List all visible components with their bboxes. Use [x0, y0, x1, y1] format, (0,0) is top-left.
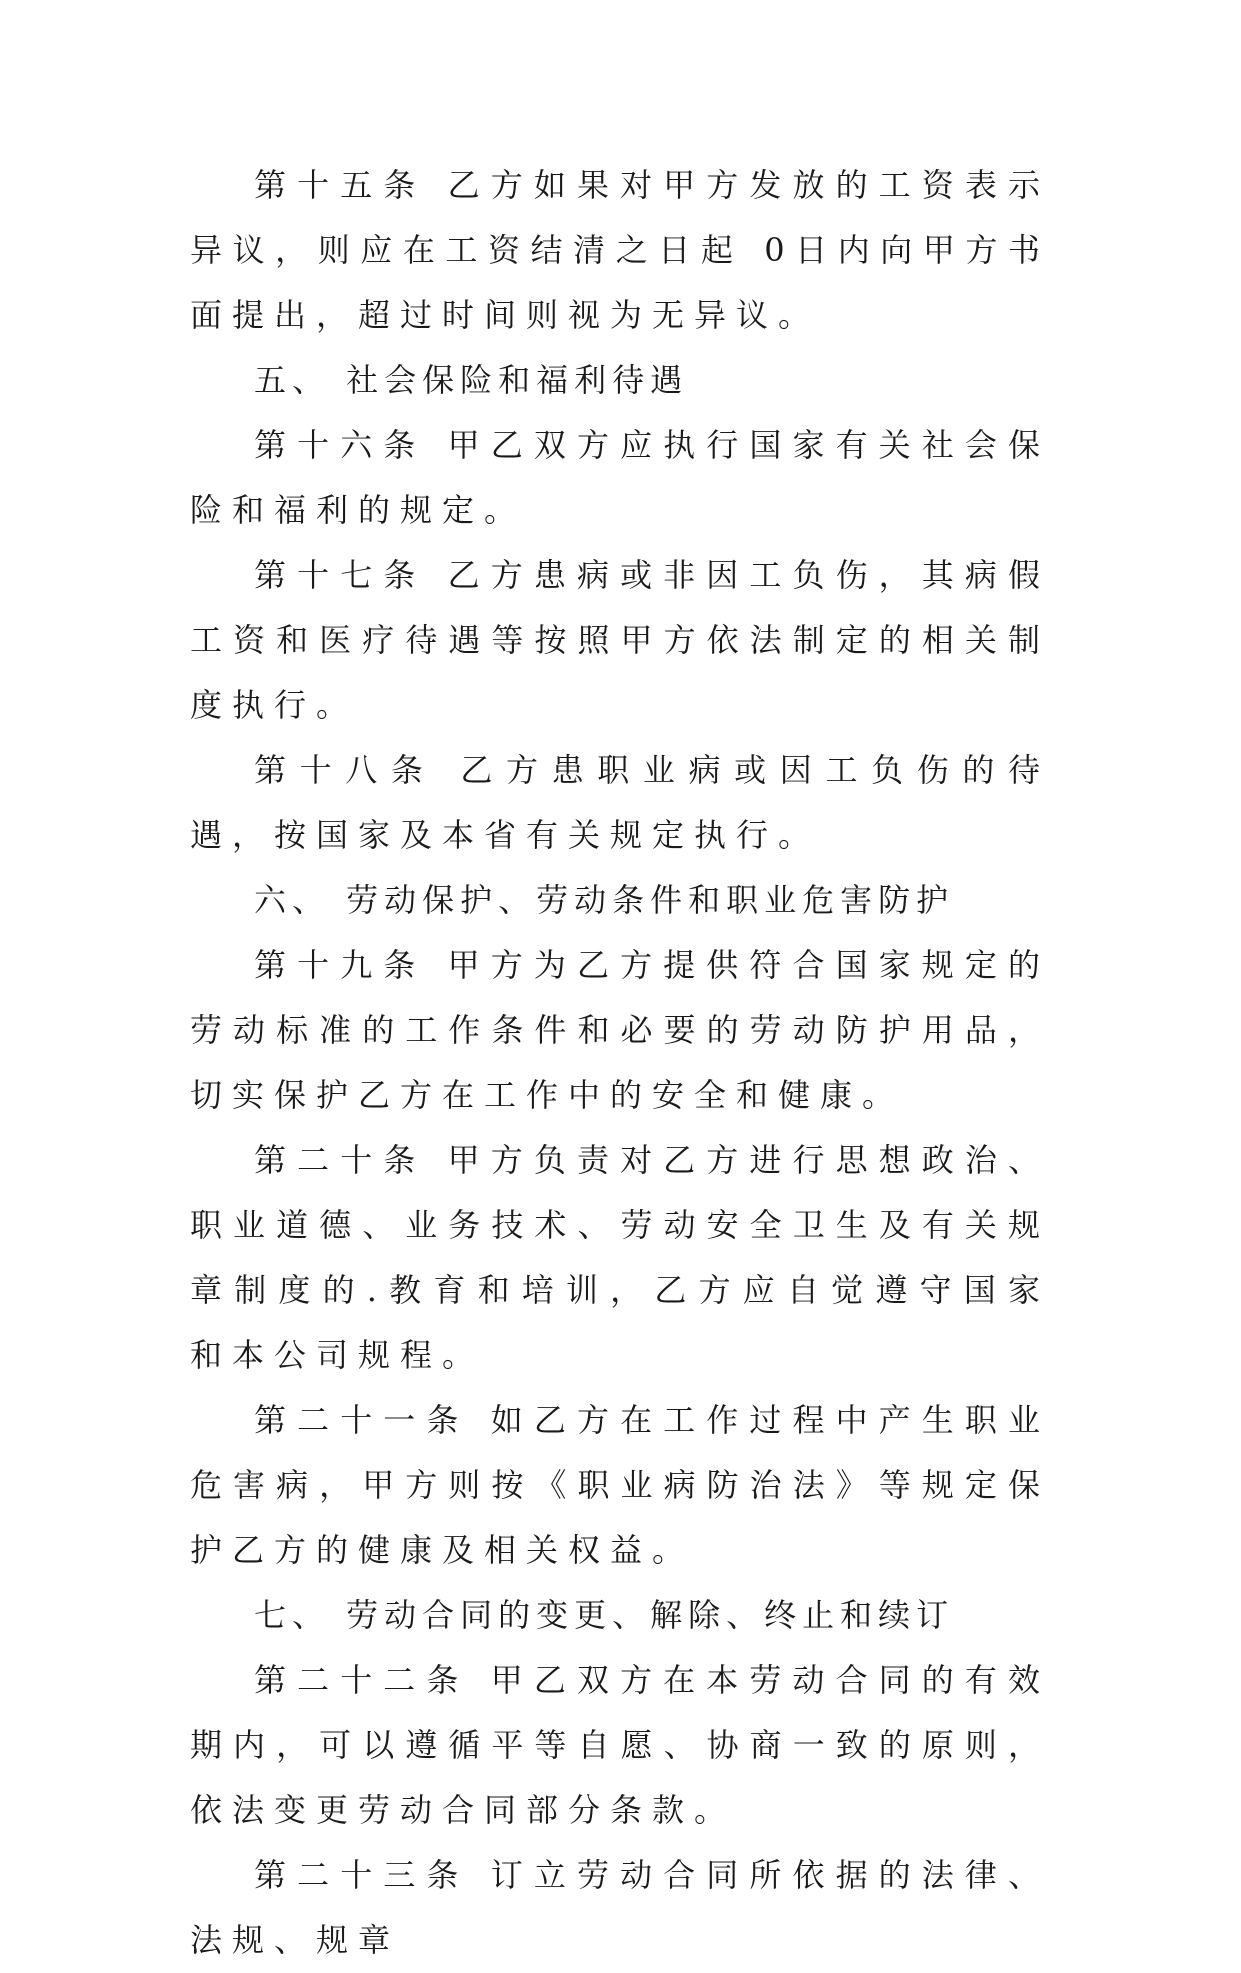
article-17: 第十七条 乙方患病或非因工负伤，其病假工资和医疗待遇等按照甲方依法制定的相关制度执行。 — [190, 556, 1050, 724]
section-7-heading: 七、 劳动合同的变更、解除、终止和续订 — [254, 1596, 955, 1634]
article-15: 第十五条 乙方如果对甲方发放的工资表示异议，则应在工资结清之日起 0日内向甲方书面提出，超过时间则视为无异议。 — [190, 166, 1050, 334]
section-5-heading: 五、 社会保险和福利待遇 — [254, 361, 689, 399]
article-22: 第二十二条 甲乙双方在本劳动合同的有效期内，可以遵循平等自愿、协商一致的原则，依法变更劳动合同部分条款。 — [190, 1661, 1050, 1829]
section-6-heading: 六、 劳动保护、劳动条件和职业危害防护 — [254, 881, 955, 919]
article-21: 第二十一条 如乙方在工作过程中产生职业危害病，甲方则按《职业病防治法》等规定保护乙方的健康及相关权益。 — [190, 1401, 1050, 1569]
article-19: 第十九条 甲方为乙方提供符合国家规定的劳动标准的工作条件和必要的劳动防护用品，切实保护乙方在工作中的安全和健康。 — [190, 946, 1050, 1114]
article-16: 第十六条 甲乙双方应执行国家有关社会保险和福利的规定。 — [190, 426, 1050, 529]
document-body — [190, 153, 1050, 1973]
article-23: 第二十三条 订立劳动合同所依据的法律、法规、规章 — [190, 1856, 1050, 1959]
article-18: 第十八条 乙方患职业病或因工负伤的待遇，按国家及本省有关规定执行。 — [190, 751, 1050, 854]
article-20: 第二十条 甲方负责对乙方进行思想政治、职业道德、业务技术、劳动安全卫生及有关规章制度的.教育和培训，乙方应自觉遵守国家和本公司规程。 — [190, 1141, 1050, 1374]
